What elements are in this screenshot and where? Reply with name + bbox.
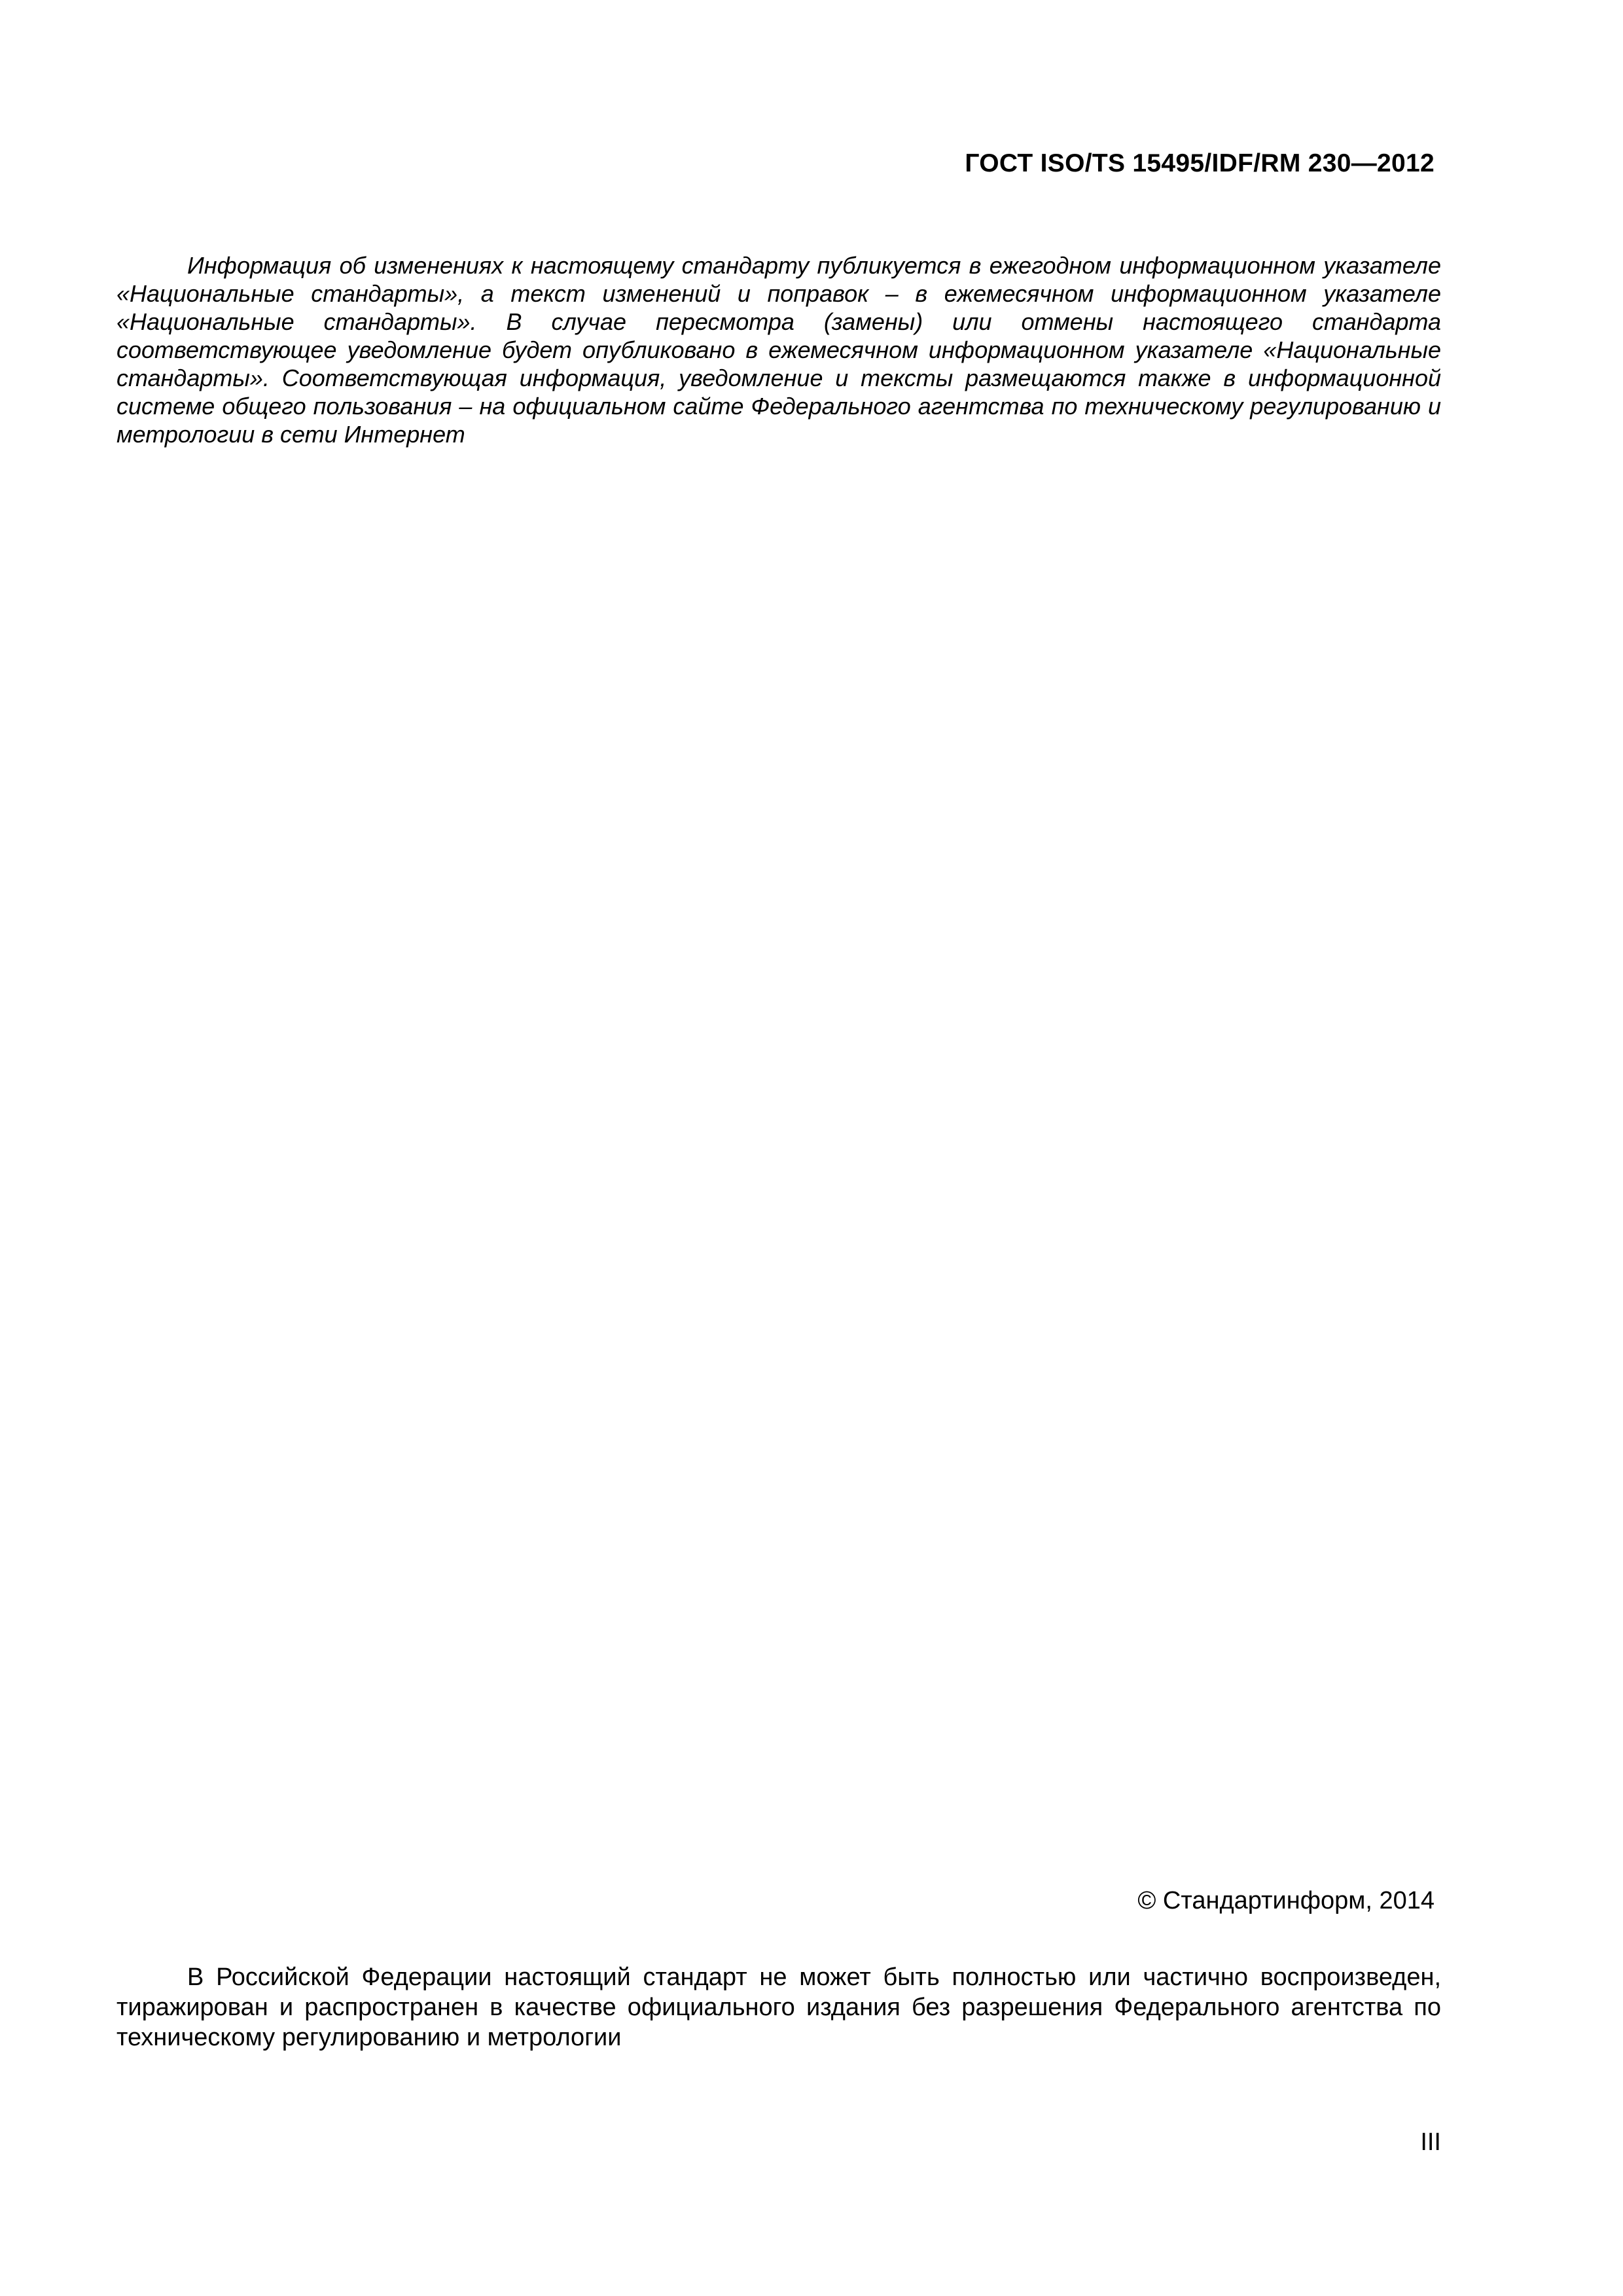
standard-code-header: ГОСТ ISO/TS 15495/IDF/RM 230—2012 bbox=[965, 149, 1435, 177]
amendments-info-paragraph: Информация об изменениях к настоящему стандарту публикуется в ежегодном информационном указателе «Национальные стандарты», а текст изменений и поправок – в ежемесячном информационном указателе «Национальные стандарты». В случае пересмотра (замены) или отмены настоящего стандарта соответствующее уведомление будет опубликовано в ежемесячном информационном указателе «Национальные стандарты». Соответствующая информация, уведомление и тексты размещаются также в информационной системе общего пользования – на официальном сайте Федерального агентства по техническому регулированию и метрологии в сети Интернет bbox=[116, 252, 1441, 448]
reproduction-notice-paragraph: В Российской Федерации настоящий стандарт не может быть полностью или частично воспроизведен, тиражирован и распространен в качестве официального издания без разрешения Федерального агентства по техническому регулированию и метрологии bbox=[116, 1964, 1441, 2051]
copyright-line: © Стандартинформ, 2014 bbox=[1137, 1887, 1435, 1914]
page-number: III bbox=[1420, 2128, 1441, 2156]
